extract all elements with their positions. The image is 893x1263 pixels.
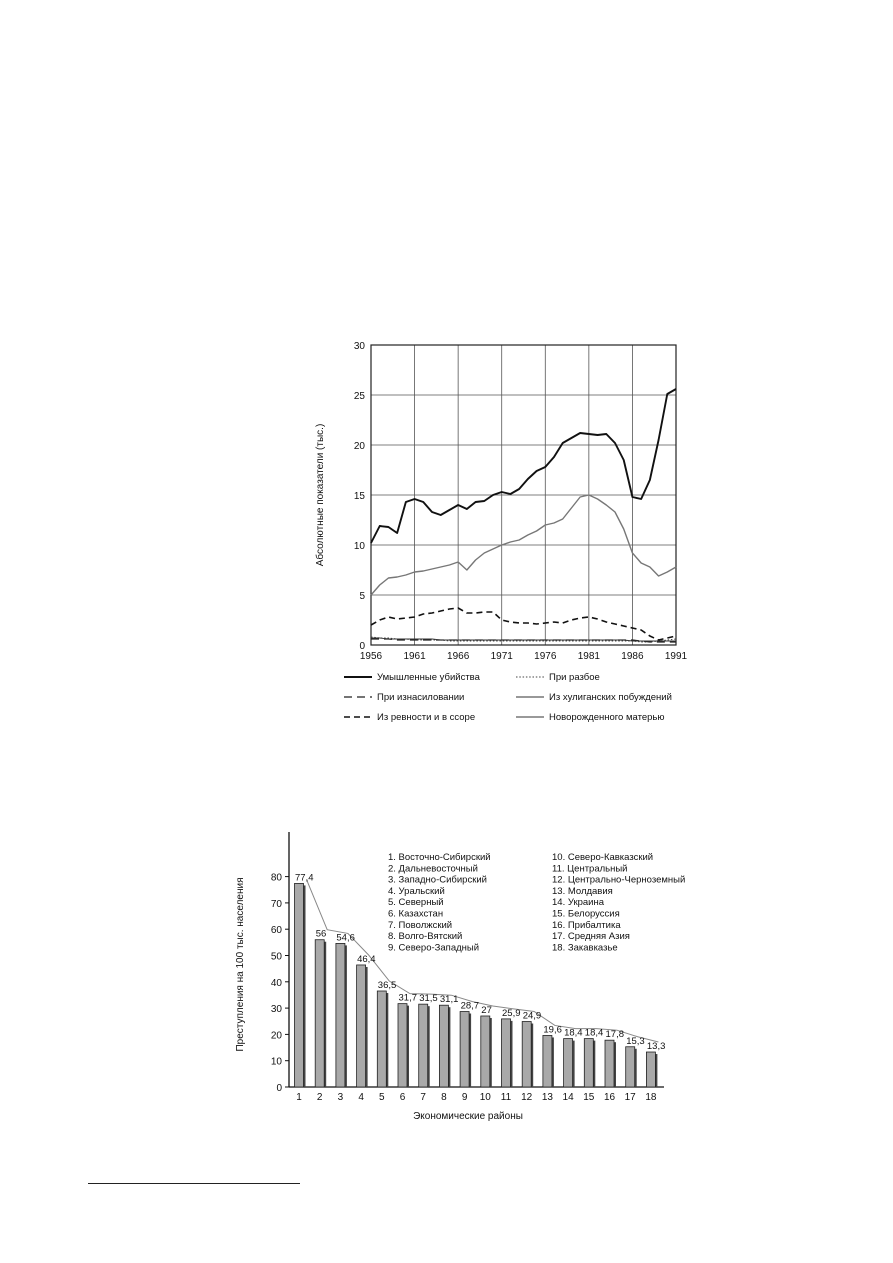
bar-value-label: 18,4 [584, 1027, 604, 1039]
y-tick-label: 30 [353, 341, 365, 352]
y-tick-label: 20 [353, 441, 365, 452]
legend-label-3: При изнасиловании [377, 692, 465, 703]
bar-value-label: 77,4 [295, 872, 314, 884]
y-tick-label: 15 [353, 491, 365, 502]
x-tick-label: 1976 [534, 651, 557, 662]
bar-value-label: 17,8 [605, 1029, 624, 1041]
legend-label-4: Из хулиганских побуждений [549, 692, 672, 703]
x-tick-label: 9 [461, 1092, 468, 1103]
x-tick-label: 11 [500, 1092, 512, 1103]
bar-value-label: 27 [481, 1004, 492, 1016]
x-tick-label: 1981 [577, 651, 600, 662]
legend-item-16: 16. Прибалтика [552, 919, 621, 931]
bar-value-label: 36,5 [377, 980, 397, 992]
bar-value-label: 28,7 [460, 1000, 480, 1012]
legend-item-3: 3. Западно-Сибирский [388, 874, 487, 886]
y-tick-label: 60 [270, 925, 282, 937]
bar-8 [439, 1005, 448, 1087]
legend-item-15: 15. Белоруссия [552, 908, 620, 920]
bar-value-label: 19,6 [543, 1024, 562, 1036]
legend-item-5: 5. Северный [388, 897, 444, 909]
bar-3 [336, 943, 345, 1087]
x-tick-label: 5 [379, 1092, 385, 1103]
legend-label-5: Из ревности и в ссоре [377, 712, 476, 723]
x-tick-label: 1 [296, 1092, 302, 1103]
y-tick-label: 20 [270, 1030, 282, 1042]
bar-2 [315, 940, 324, 1087]
bar-value-label: 25,9 [502, 1007, 521, 1019]
x-tick-label: 1991 [664, 651, 688, 662]
bar-16 [605, 1040, 614, 1087]
legend-label-6: Новорожденного матерью [549, 712, 665, 723]
x-tick-label: 16 [603, 1092, 616, 1103]
x-tick-label: 1986 [621, 651, 644, 662]
y-tick-label: 80 [270, 872, 282, 884]
bar-10 [481, 1016, 490, 1087]
bar-6 [398, 1004, 407, 1087]
legend-item-10: 10. Северо-Кавказский [552, 852, 654, 863]
y-tick-label: 0 [276, 1083, 282, 1094]
legend-item-18: 18. Закавказье [552, 942, 618, 954]
x-tick-label: 1961 [403, 651, 426, 662]
x-tick-label: 6 [399, 1092, 406, 1103]
legend-item-2: 2. Дальневосточный [388, 863, 478, 875]
x-tick-label: 3 [337, 1092, 344, 1103]
x-tick-label: 7 [420, 1092, 426, 1103]
bar-17 [626, 1047, 635, 1087]
x-tick-label: 13 [541, 1092, 553, 1103]
x-axis-label: Экономические районы [413, 1111, 523, 1122]
y-tick-label: 0 [359, 641, 365, 652]
bar-15 [584, 1039, 593, 1087]
legend-item-7: 7. Поволжский [388, 919, 453, 931]
y-tick-label: 25 [353, 391, 365, 402]
bar-value-label: 31,7 [398, 992, 417, 1004]
y-tick-label: 5 [359, 591, 365, 602]
bar-5 [377, 991, 386, 1087]
legend-label-2: При разбое [549, 672, 600, 683]
bar-value-label: 24,9 [522, 1010, 542, 1022]
legend-item-6: 6. Казахстан [388, 908, 444, 920]
y-tick-label: 40 [270, 977, 282, 989]
bar-value-label: 56 [315, 928, 327, 940]
bar-4 [357, 965, 366, 1087]
x-tick-label: 2 [316, 1092, 323, 1103]
y-tick-label: 30 [270, 1004, 282, 1016]
legend-item-11: 11. Центральный [552, 863, 628, 875]
legend-item-8: 8. Волго-Вятский [388, 931, 463, 943]
legend-item-12: 12. Центрально-Черноземный [552, 874, 686, 886]
legend-item-13: 13. Молдавия [552, 885, 613, 897]
y-tick-label: 50 [270, 951, 282, 963]
bar-value-label: 13,3 [646, 1041, 666, 1053]
bar-value-label: 31,1 [439, 994, 459, 1006]
bar-14 [564, 1039, 573, 1087]
legend-item-14: 14. Украина [552, 897, 605, 909]
y-tick-label: 10 [270, 1056, 282, 1068]
legend-item-1: 1. Восточно-Сибирский [388, 852, 491, 863]
x-tick-label: 1956 [359, 651, 383, 662]
x-tick-label: 15 [583, 1092, 595, 1103]
y-axis-label: Абсолютные показатели (тыс.) [315, 423, 326, 567]
y-tick-label: 10 [353, 541, 365, 552]
bar-value-label: 46,4 [357, 953, 376, 965]
bar-value-label: 15,3 [626, 1035, 645, 1047]
x-tick-label: 1971 [490, 651, 513, 662]
footnote-rule [88, 1183, 300, 1184]
y-tick-label: 70 [270, 898, 282, 910]
x-tick-label: 1966 [447, 651, 470, 662]
bar-1 [295, 883, 304, 1087]
x-tick-label: 14 [562, 1092, 574, 1103]
bar-13 [543, 1035, 552, 1087]
bar-7 [419, 1004, 428, 1087]
legend-item-4: 4. Уральский [388, 885, 445, 897]
x-tick-label: 12 [521, 1092, 533, 1103]
bar-18 [646, 1052, 655, 1087]
bar-12 [522, 1022, 531, 1087]
x-tick-label: 4 [358, 1092, 364, 1103]
legend-item-17: 17. Средняя Азия [552, 931, 630, 943]
bar-value-label: 54,6 [336, 932, 355, 944]
bar-value-label: 31,5 [419, 993, 438, 1005]
bar-value-label: 18,4 [564, 1027, 583, 1039]
legend-label-1: Умышленные убийства [377, 672, 480, 683]
x-tick-label: 8 [441, 1092, 447, 1103]
x-tick-label: 10 [479, 1092, 491, 1103]
x-tick-label: 17 [624, 1092, 636, 1103]
bar-11 [502, 1019, 511, 1087]
x-tick-label: 18 [645, 1092, 657, 1103]
legend-item-9: 9. Северо-Западный [388, 942, 480, 954]
bar-9 [460, 1012, 469, 1087]
y-axis-label: Преступления на 100 тыс. населения [235, 877, 246, 1052]
